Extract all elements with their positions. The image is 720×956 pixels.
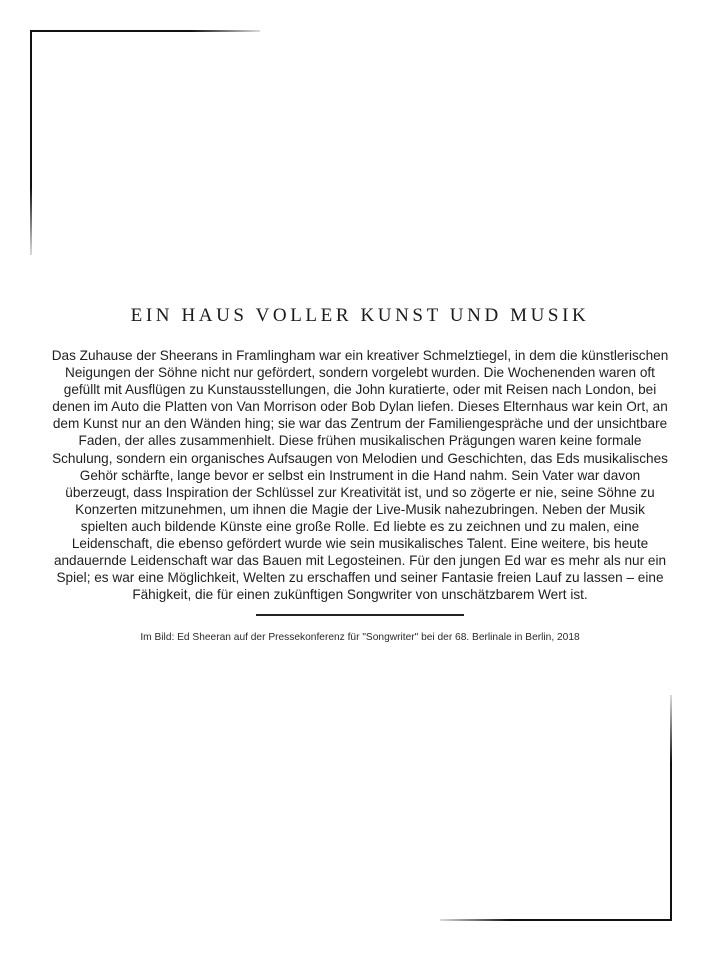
photo-caption: Im Bild: Ed Sheeran auf der Pressekonferenz für "Songwriter" bei der 68. Berlinale in Berlin, 2018 [140,632,580,644]
article-section [40,305,680,643]
article-body-text: Das Zuhause der Sheerans in Framlingham war ein kreativer Schmelztiegel, in dem die künstlerischen Neigungen der Söhne nicht nur gefördert, sondern vorgelebt wurden. Die Wochenenden waren oft gefüllt mit Ausflügen zu Kunstausstellungen, die John kuratierte, oder mit Reisen nach London, bei denen im Auto die Platten von Van Morrison oder Bob Dylan liefen. Dieses Elternhaus war kein Ort, an dem Kunst nur an den Wänden hing; sie war das Zentrum der Familiengespräche und der unsichtbare Faden, der alles zusammenhielt. Diese frühen musikalischen Prägungen waren keine formale Schulung, sondern ein organisches Aufsaugen von Melodien und Geschichten, das Eds musikalisches Gehör schärfte, lange bevor er selbst ein Instrument in die Hand nahm. Sein Vater war davon überzeugt, dass Inspiration der Schlüssel zur Kreativität ist, und so zögerte er nie, seine Söhne zu Konzerten mitzunehmen, um ihnen die Magie der Live-Musik nahezubringen. Neben der Musik spielten auch bildende Künste eine große Rolle. Ed liebte es zu zeichnen und zu malen, eine Leidenschaft, die ebenso gefördert wurde wie sein musikalisches Talent. Eine weitere, bis heute andauernde Leidenschaft war das Bauen mit Legosteinen. Für den jungen Ed war es mehr als nur ein Spiel; es war eine Möglichkeit, Welten zu erschaffen und seiner Fantasie freien Lauf zu lassen – eine Fähigkeit, die für einen zukünftigen Songwriter von unschätzbarem Wert ist. [51,348,669,603]
section-heading: EIN HAUS VOLLER KUNST UND MUSIK [130,305,590,326]
frame-top-left-horizontal-line [30,30,260,32]
caption-divider [256,614,464,616]
frame-bottom-right-vertical-line [670,695,672,921]
frame-top-left-vertical-line [30,30,32,255]
frame-bottom-right-horizontal-line [440,919,672,921]
